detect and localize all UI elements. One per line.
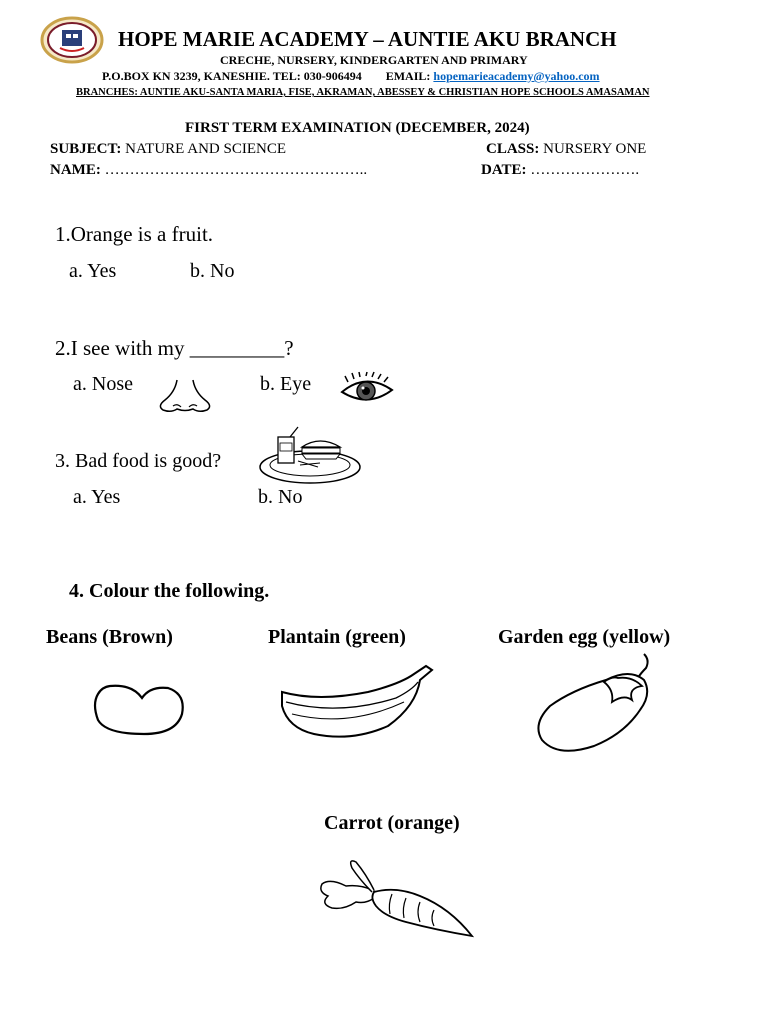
name-label: NAME: [50,162,101,178]
garden-egg-icon[interactable] [532,650,656,754]
class-value: NURSERY ONE [543,141,647,157]
email-link[interactable]: hopemarieacademy@yahoo.com [433,69,600,83]
plantain-icon[interactable] [278,662,438,746]
exam-title: FIRST TERM EXAMINATION (DECEMBER, 2024) [185,120,530,136]
q1-option-a[interactable]: a. Yes [69,260,117,282]
school-address [102,69,600,84]
q1-option-b[interactable]: b. No [190,260,235,282]
name-line [50,162,367,179]
question-1: 1.Orange is a fruit. [55,222,214,246]
colour-item-plantain-label: Plantain (green) [268,626,406,648]
colour-item-beans-label: Beans (Brown) [46,626,173,648]
subject-line [50,141,286,158]
q2-option-b[interactable]: b. Eye [260,373,312,395]
junk-food-plate-icon [258,427,362,487]
carrot-icon[interactable] [316,856,476,940]
email-label: EMAIL: [385,69,431,83]
q3-option-a[interactable]: a. Yes [73,486,121,508]
q3-option-b[interactable]: b. No [258,486,303,508]
q2-option-a[interactable]: a. Nose [73,373,133,395]
school-name: HOPE MARIE ACADEMY – AUNTIE AKU BRANCH [118,27,617,51]
colour-item-carrot-label: Carrot (orange) [324,812,460,834]
question-2: 2.I see with my _________? [55,336,294,360]
name-blank[interactable]: …………………………………………….. [104,162,368,178]
school-levels: CRECHE, NURSERY, KINDERGARTEN AND PRIMARY [220,53,528,67]
nose-icon [155,378,215,414]
subject-value: NATURE AND SCIENCE [125,141,286,157]
question-3: 3. Bad food is good? [55,450,222,472]
address-text: P.O.BOX KN 3239, KANESHIE. TEL: 030-906494 [102,69,362,83]
class-label: CLASS: [486,141,540,157]
bean-icon[interactable] [92,682,188,738]
school-branches: BRANCHES: AUNTIE AKU-SANTA MARIA, FISE, AKRAMAN, ABESSEY & CHRISTIAN HOPE SCHOOLS AMASAMAN [76,87,650,98]
colour-item-garden-egg-label: Garden egg (yellow) [498,626,671,648]
question-4: 4. Colour the following. [69,580,270,602]
class-line [486,141,646,158]
subject-label: SUBJECT: [50,141,122,157]
date-line [481,162,639,179]
school-crest-icon [40,16,104,64]
eye-icon [338,372,396,408]
date-label: DATE: [481,162,527,178]
date-blank[interactable]: …………………. [530,162,640,178]
